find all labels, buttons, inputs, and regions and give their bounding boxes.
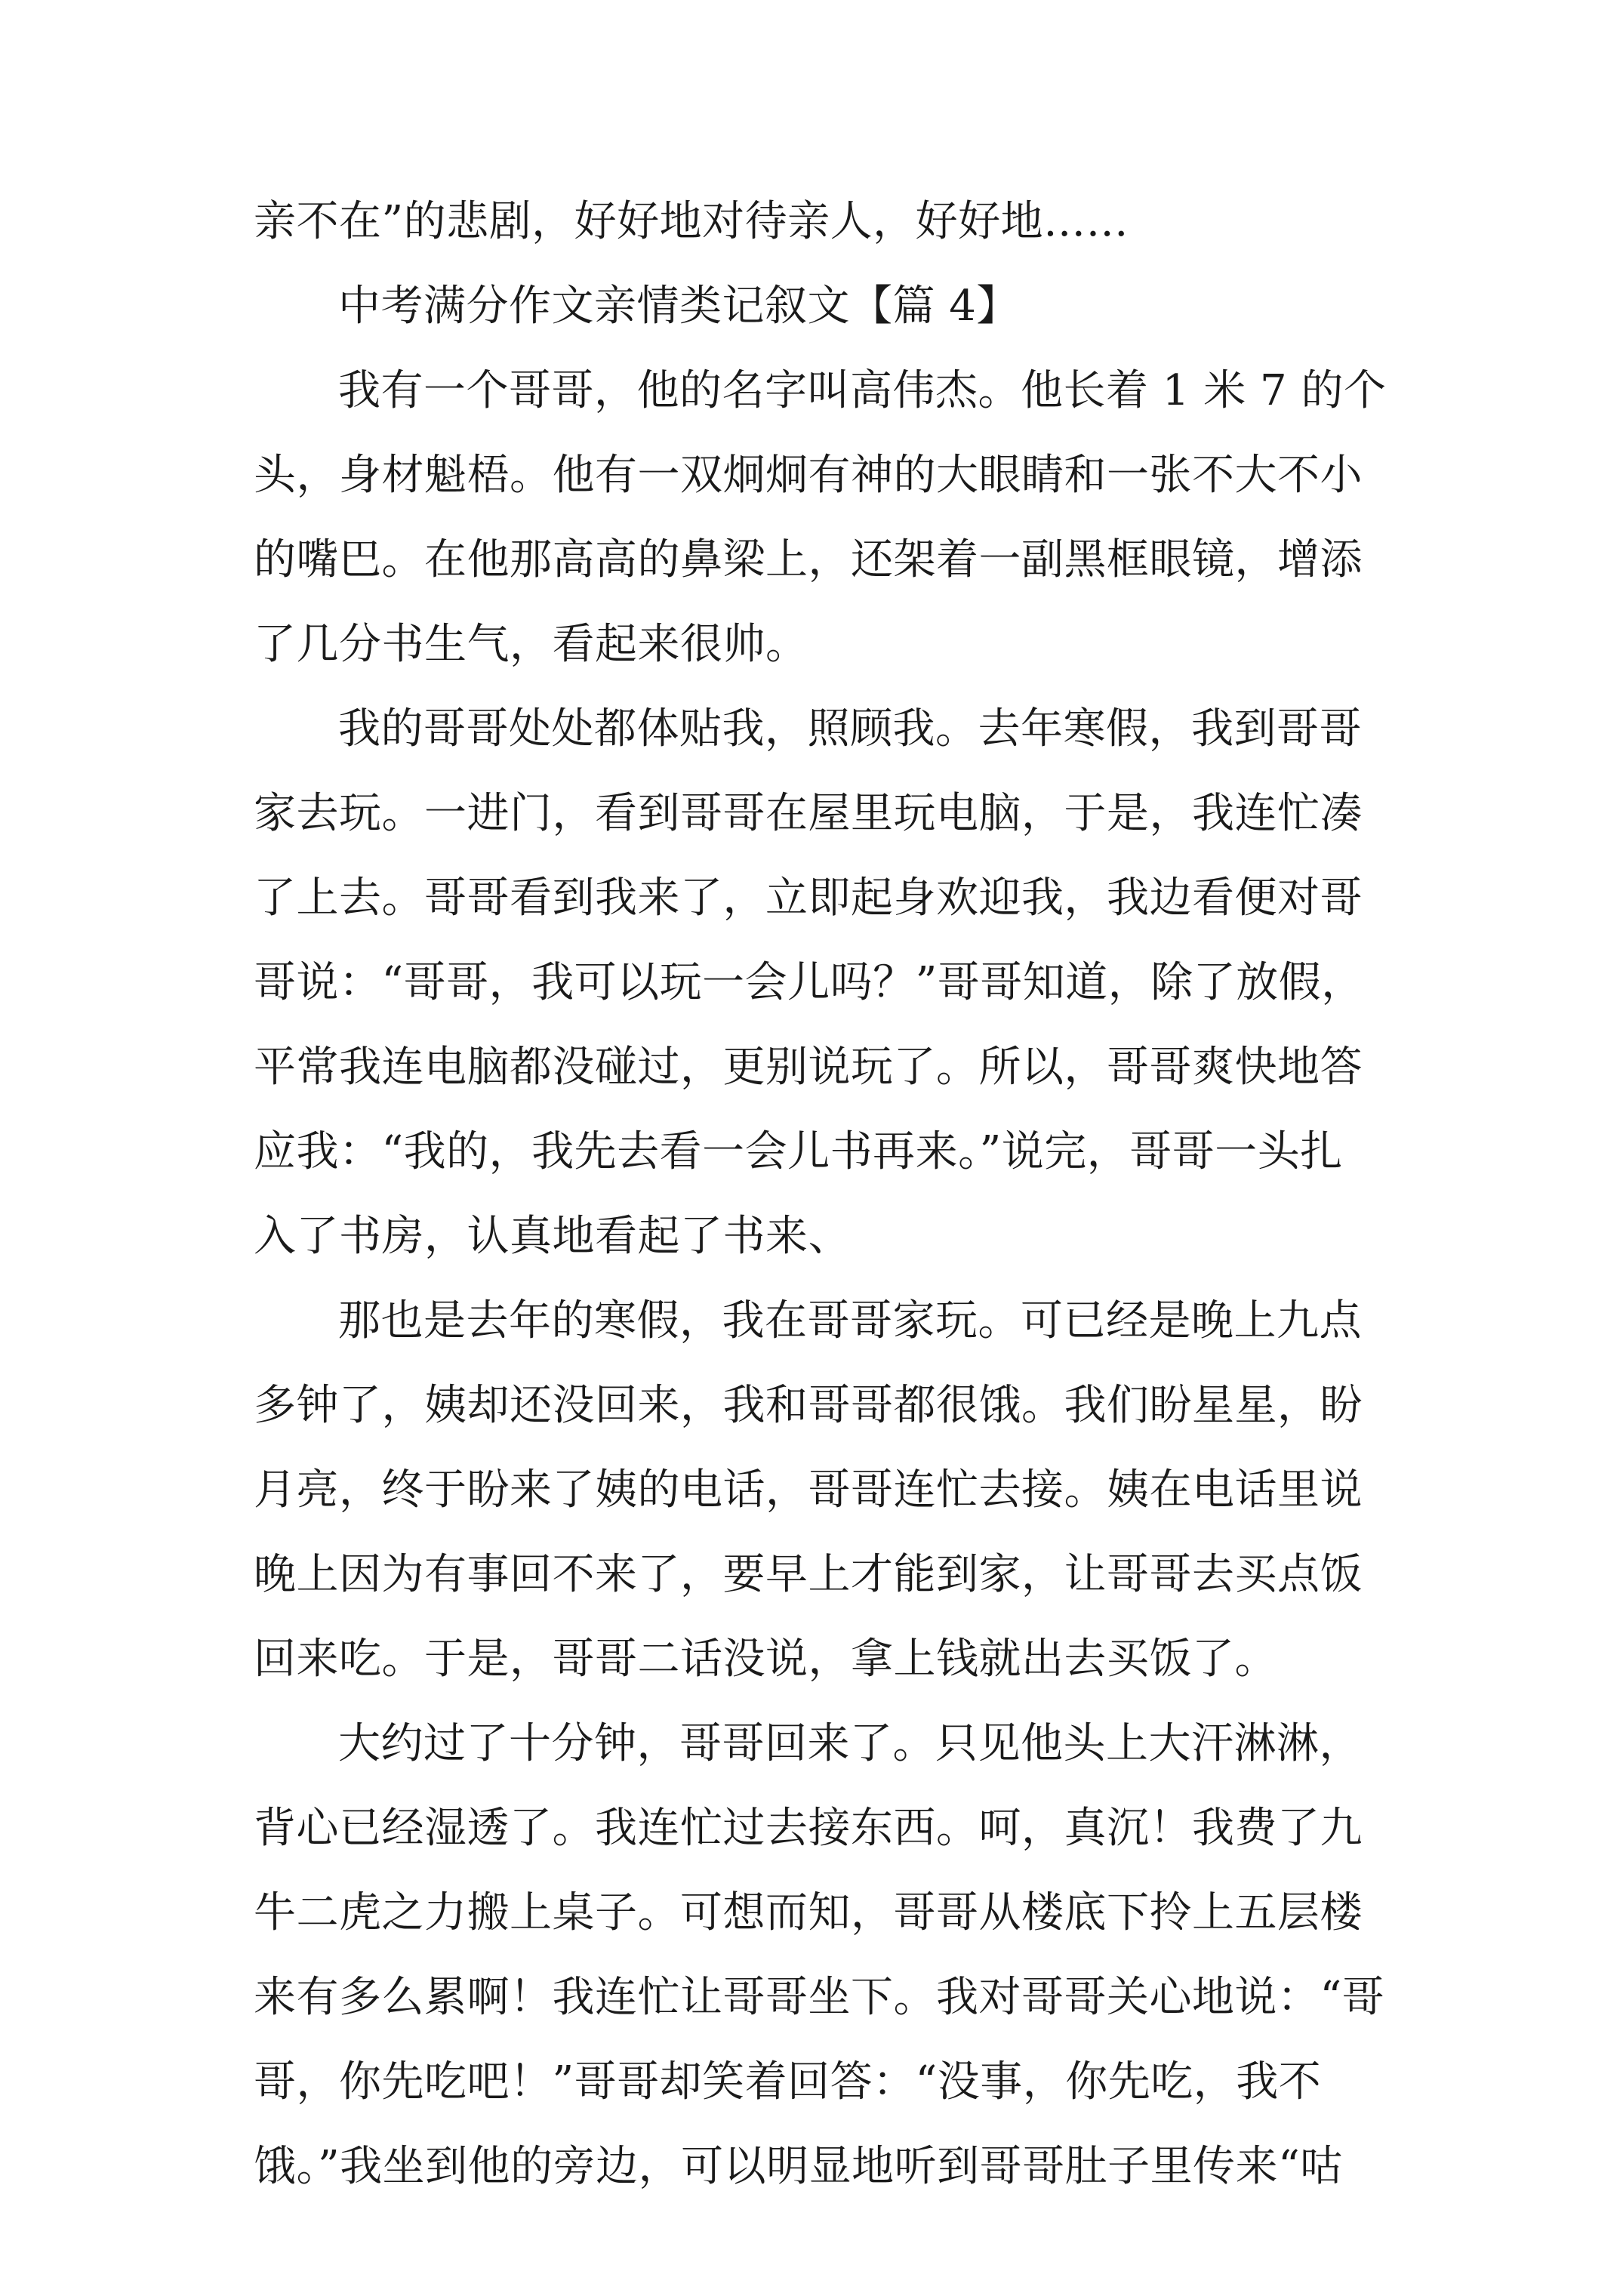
- paragraph-1-line-4: 了几分书生气，看起来很帅。: [254, 620, 808, 669]
- section-heading: 中考满分作文亲情类记叙文【篇 4】: [338, 282, 1019, 331]
- paragraph-4-line-1: 大约过了十分钟，哥哥回来了。只见他头上大汗淋淋，: [338, 1719, 1362, 1768]
- paragraph-2-line-6: 应我：“我的，我先去看一会儿书再来。”说完，哥哥一头扎: [254, 1127, 1343, 1176]
- paragraph-2-line-7: 入了书房，认真地看起了书来、: [254, 1212, 851, 1261]
- paragraph-3-line-2: 多钟了，姨却还没回来，我和哥哥都很饿。我们盼星星，盼: [254, 1381, 1363, 1430]
- paragraph-2-line-3: 了上去。哥哥看到我来了，立即起身欢迎我，我边看便对哥: [254, 874, 1363, 923]
- paragraph-1-line-1: 我有一个哥哥，他的名字叫高伟杰。他长着 1 米 7 的个: [338, 366, 1387, 415]
- paragraph-4-line-2: 背心已经湿透了。我连忙过去接东西。呵，真沉！我费了九: [254, 1804, 1363, 1853]
- paragraph-3-line-4: 晚上因为有事回不来了，要早上才能到家，让哥哥去买点饭: [254, 1550, 1363, 1599]
- paragraph-4-line-5: 哥，你先吃吧！”哥哥却笑着回答：“没事，你先吃，我不: [254, 2057, 1322, 2106]
- paragraph-2-line-4: 哥说：“哥哥，我可以玩一会儿吗？”哥哥知道，除了放假，: [254, 958, 1364, 1007]
- text-line-continuation: 亲不在”的悲剧，好好地对待亲人，好好地……: [254, 197, 1129, 246]
- paragraph-3-line-1: 那也是去年的寒假，我在哥哥家玩。可已经是晚上九点: [338, 1296, 1362, 1345]
- document-body: [254, 180, 1386, 2209]
- paragraph-1-line-2: 头，身材魁梧。他有一双炯炯有神的大眼睛和一张不大不小: [254, 451, 1363, 500]
- paragraph-4-line-6: 饿。”我坐到他的旁边，可以明显地听到哥哥肚子里传来“咕: [254, 2142, 1343, 2191]
- paragraph-2-line-5: 平常我连电脑都没碰过，更别说玩了。所以，哥哥爽快地答: [254, 1043, 1363, 1092]
- paragraph-2-line-1: 我的哥哥处处都体贴我，照顾我。去年寒假，我到哥哥: [338, 704, 1362, 754]
- paragraph-3-line-5: 回来吃。于是，哥哥二话没说，拿上钱就出去买饭了。: [254, 1635, 1277, 1684]
- paragraph-2-line-2: 家去玩。一进门，看到哥哥在屋里玩电脑，于是，我连忙凑: [254, 789, 1363, 838]
- paragraph-4-line-4: 来有多么累啊！我连忙让哥哥坐下。我对哥哥关心地说：“哥: [254, 1973, 1385, 2022]
- paragraph-1-line-3: 的嘴巴。在他那高高的鼻梁上，还架着一副黑框眼镜，增添: [254, 535, 1363, 584]
- paragraph-3-line-3: 月亮，终于盼来了姨的电话，哥哥连忙去接。姨在电话里说: [254, 1465, 1363, 1515]
- paragraph-4-line-3: 牛二虎之力搬上桌子。可想而知，哥哥从楼底下拎上五层楼: [254, 1888, 1363, 1937]
